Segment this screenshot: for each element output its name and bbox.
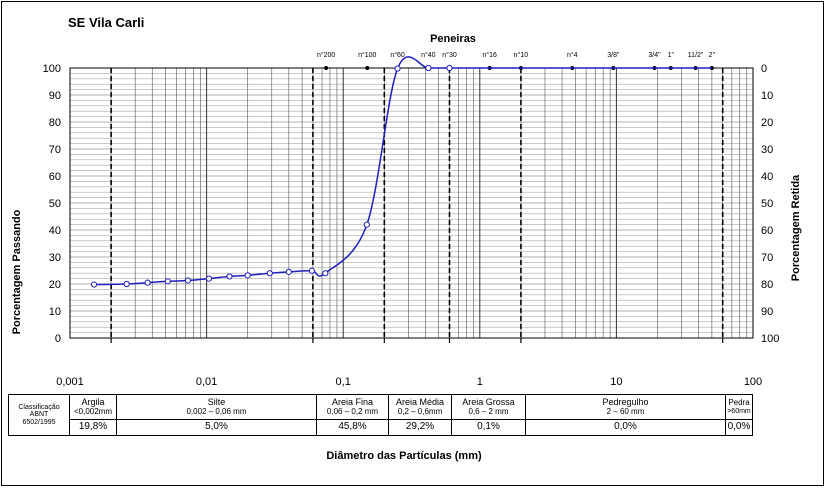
plot-grid xyxy=(70,68,753,338)
y2-tick-label: 60 xyxy=(761,225,774,237)
data-point xyxy=(124,281,129,286)
data-point xyxy=(91,282,96,287)
sieve-label: n°100 xyxy=(358,52,377,59)
data-point xyxy=(165,279,170,284)
data-point xyxy=(447,65,452,70)
data-point xyxy=(185,278,190,283)
y2-tick-label: 50 xyxy=(761,198,774,210)
x-axis xyxy=(56,376,762,388)
x-tick-label: 1 xyxy=(476,376,483,388)
y-tick-label: 40 xyxy=(48,225,61,237)
data-point xyxy=(309,268,314,273)
y2-tick-label: 80 xyxy=(761,279,774,291)
y2-tick-label: 40 xyxy=(761,171,774,183)
x-tick-label: 100 xyxy=(743,376,763,388)
y-tick-label: 30 xyxy=(48,252,61,264)
sieve-label: n°16 xyxy=(482,52,497,59)
sieve-label: 3/4" xyxy=(648,52,661,59)
y2-tick-label: 20 xyxy=(761,117,774,129)
sieve-label: 11/2" xyxy=(687,52,704,59)
data-point xyxy=(206,276,211,281)
x-tick-label: 0,001 xyxy=(56,376,84,388)
y-axis-left xyxy=(43,63,61,345)
fraction-header-silte: Silte 0,002 – 0,06 mm xyxy=(117,395,317,420)
y-tick-label: 20 xyxy=(48,279,61,291)
y-tick-label: 90 xyxy=(48,90,61,102)
data-point xyxy=(323,271,328,276)
fraction-header-areia-media: Areia Média 0,2 – 0,6mm xyxy=(389,395,452,420)
fraction-header-pedregulho: Pedregulho 2 – 60 mm xyxy=(526,395,726,420)
x-tick-label: 0,1 xyxy=(335,376,351,388)
y2-axis-title: Porcentagem Retida xyxy=(790,174,802,282)
y2-tick-label: 0 xyxy=(761,63,768,75)
chart-title: SE Vila Carli xyxy=(68,15,145,30)
fraction-header-argila: Argila <0,002mm xyxy=(70,395,117,420)
data-point xyxy=(364,222,369,227)
fraction-boundaries xyxy=(111,68,723,343)
sieve-label: n°60 xyxy=(390,52,405,59)
data-point xyxy=(145,280,150,285)
fraction-percent-silte: 5,0% xyxy=(117,420,317,436)
fraction-percent-pedra: 0,0% xyxy=(726,420,753,436)
sieve-label: n°200 xyxy=(316,52,336,59)
fraction-percent-pedregulho: 0,0% xyxy=(526,420,726,436)
y-tick-label: 50 xyxy=(48,198,61,210)
sieve-label: 2" xyxy=(708,52,716,59)
x-axis-title: Diâmetro das Partículas (mm) xyxy=(326,450,482,462)
y2-tick-label: 90 xyxy=(761,306,774,318)
y-tick-label: 0 xyxy=(54,333,61,345)
data-point xyxy=(395,66,400,71)
data-point xyxy=(267,271,272,276)
x-tick-label: 0,01 xyxy=(195,376,218,388)
fraction-percent-areia-grossa: 0,1% xyxy=(452,420,526,436)
y2-tick-label: 70 xyxy=(761,252,774,264)
data-point xyxy=(245,273,250,278)
fraction-header-areia-grossa: Areia Grossa 0,6 – 2 mm xyxy=(452,395,526,420)
fraction-percent-areia-media: 29,2% xyxy=(389,420,452,436)
sieves-axis-title: Peneiras xyxy=(430,33,476,45)
classification-label: Classificação ABNT 6502/1995 xyxy=(9,395,70,436)
sieve-label: n°10 xyxy=(513,52,529,59)
fraction-header-pedra: Pedra >60mm xyxy=(726,395,753,420)
y2-tick-label: 30 xyxy=(761,144,774,156)
fraction-percent-areia-fina: 45,8% xyxy=(317,420,389,436)
x-tick-label: 10 xyxy=(610,376,623,388)
sieve-label: 3/8" xyxy=(607,52,620,59)
data-point xyxy=(227,274,232,279)
fraction-percent-argila: 19,8% xyxy=(70,420,117,436)
sieve-marker xyxy=(365,66,369,70)
y2-tick-label: 100 xyxy=(761,333,780,345)
y-tick-label: 70 xyxy=(48,144,61,156)
y-tick-label: 100 xyxy=(42,63,61,75)
y-tick-label: 60 xyxy=(48,171,61,183)
classification-table xyxy=(8,394,753,436)
y-axis-right xyxy=(761,63,779,345)
y-tick-label: 10 xyxy=(48,306,61,318)
sieve-label: 1" xyxy=(667,52,674,59)
y2-tick-label: 10 xyxy=(761,90,774,102)
sieve-label: n°30 xyxy=(442,52,457,59)
fraction-header-areia-fina: Areia Fina 0,06 – 0,2 mm xyxy=(317,395,389,420)
y-tick-label: 80 xyxy=(48,117,61,129)
sieve-label: n°4 xyxy=(566,52,578,59)
sieve-markers xyxy=(317,51,716,70)
data-point xyxy=(426,65,431,70)
data-point xyxy=(286,269,291,274)
sieve-label: n°40 xyxy=(421,52,436,59)
y-axis-title: Porcentagem Passando xyxy=(11,209,23,335)
sieve-marker xyxy=(324,66,328,70)
